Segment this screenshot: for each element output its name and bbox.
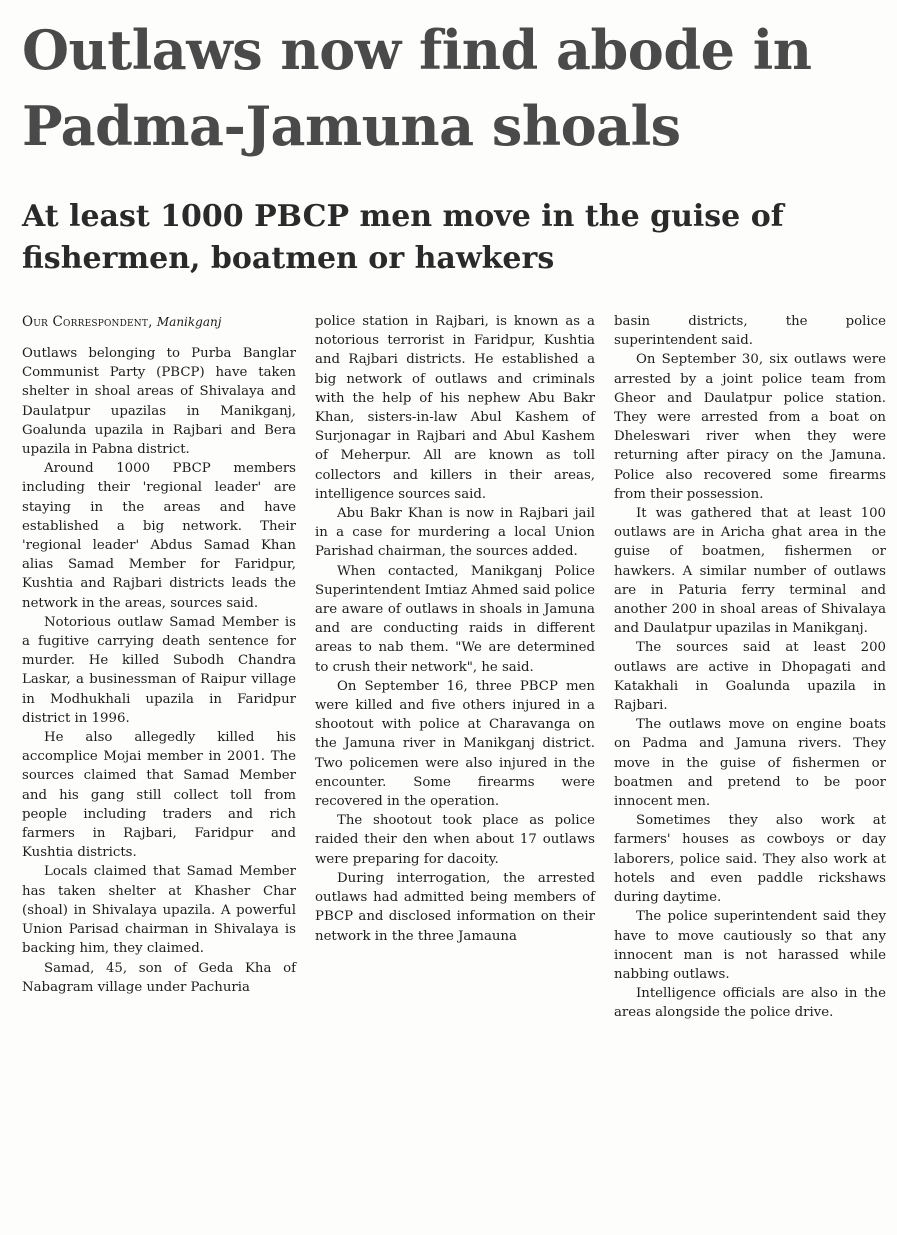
paragraph: Outlaws belonging to Purba Banglar Communist Party (PBCP) have taken shelter in shoal areas of Shivalaya and Daulatpur upazilas in Manikganj, Goalunda upazila in Rajbari and Bera upazila in Pabna district. (22, 346, 296, 458)
paragraph: On September 30, six outlaws were arrested by a joint police team from Gheor and Daulatpur police station. They were arrested from a boat on Dheleswari river when they were returning after piracy on the Jamuna. Police also recovered some firearms from their possession. (614, 352, 886, 502)
article-column-2 (315, 312, 595, 946)
paragraph: Abu Bakr Khan is now in Rajbari jail in a case for murdering a local Union Parishad chairman, the sources added. (315, 506, 595, 560)
paragraph: Locals claimed that Samad Member has taken shelter at Khasher Char (shoal) in Shivalaya upazila. A powerful Union Parisad chairman in Shivalaya is backing him, they claimed. (22, 864, 296, 957)
paragraph: Around 1000 PBCP members including their 'regional leader' are staying in the areas and have established a big network. Their 'regional leader' Abdus Samad Khan alias Samad Member for Faridpur, Kushtia and Rajbari districts leads the network in the areas, sources said. (22, 461, 296, 611)
paragraph: The outlaws move on engine boats on Padma and Jamuna rivers. They move in the guise of fishermen or boatmen and pretend to be poor innocent men. (614, 717, 886, 810)
byline (22, 312, 296, 332)
paragraph: Samad, 45, son of Geda Kha of Nabagram village under Pachuria (22, 960, 296, 995)
article-column-3 (614, 312, 886, 1023)
headline: Outlaws now find abode in Padma-Jamuna shoals (22, 18, 812, 158)
paragraph: On September 16, three PBCP men were killed and five others injured in a shootout with police at Charavanga on the Jamuna river in Manikganj district. Two policemen were also injured in the encounter. Some firearms were recovered in the operation. (315, 678, 595, 810)
paragraph: The sources said at least 200 outlaws are active in Dhopagati and Katakhali in Goalunda upazila in Rajbari. (614, 640, 886, 714)
paragraph: During interrogation, the arrested outlaws had admitted being members of PBCP and disclosed information on their network in the three Jamauna (315, 870, 595, 944)
paragraph: basin districts, the police superintendent said. (614, 314, 886, 349)
article-column-1 (22, 312, 296, 997)
paragraph: Sometimes they also work at farmers' houses as cowboys or day laborers, police said. They also work at hotels and even paddle rickshaws during daytime. (614, 813, 886, 906)
paragraph: He also allegedly killed his accomplice Mojai member in 2001. The sources claimed that Samad Member and his gang still collect toll from people including traders and rich farmers in Rajbari, Faridpur and Kushtia districts. (22, 730, 296, 861)
paragraph: The police superintendent said they have to move cautiously so that any innocent man is not harassed while nabbing outlaws. (614, 909, 886, 982)
subheadline: At least 1000 PBCP men move in the guise of fishermen, boatmen or hawkers (22, 199, 784, 276)
byline-place: Manikganj (156, 315, 222, 329)
paragraph: Notorious outlaw Samad Member is a fugitive carrying death sentence for murder. He killed Subodh Chandra Laskar, a businessman of Raipur village in Modhukhali upazila in Faridpur district in 1996. (22, 614, 296, 726)
paragraph: police station in Rajbari, is known as a notorious terrorist in Faridpur, Kushtia and Rajbari districts. He established a big network of outlaws and criminals with the help of his nephew Abu Bakr Khan, sisters-in-law Abul Kashem of Surjonagar in Rajbari and Abul Kashem of Meherpur. All are known as toll collectors and killers in their areas, intelligence sources said. (315, 314, 595, 502)
paragraph: The shootout took place as police raided their den when about 17 outlaws were preparing for dacoity. (315, 813, 595, 867)
paragraph: It was gathered that at least 100 outlaws are in Aricha ghat area in the guise of boatmen, fishermen or hawkers. A similar number of outlaws are in Paturia ferry terminal and another 200 in shoal areas of Shivalaya and Daulatpur upazilas in Manikganj. (614, 506, 886, 637)
paragraph: When contacted, Manikganj Police Superintendent Imtiaz Ahmed said police are aware of outlaws in shoals in Jamuna and are conducting raids in different areas to nab them. "We are determined to crush their network", he said. (315, 563, 595, 675)
paragraph: Intelligence officials are also in the areas alongside the police drive. (614, 986, 886, 1021)
byline-correspondent: Our Correspondent, (22, 314, 153, 330)
